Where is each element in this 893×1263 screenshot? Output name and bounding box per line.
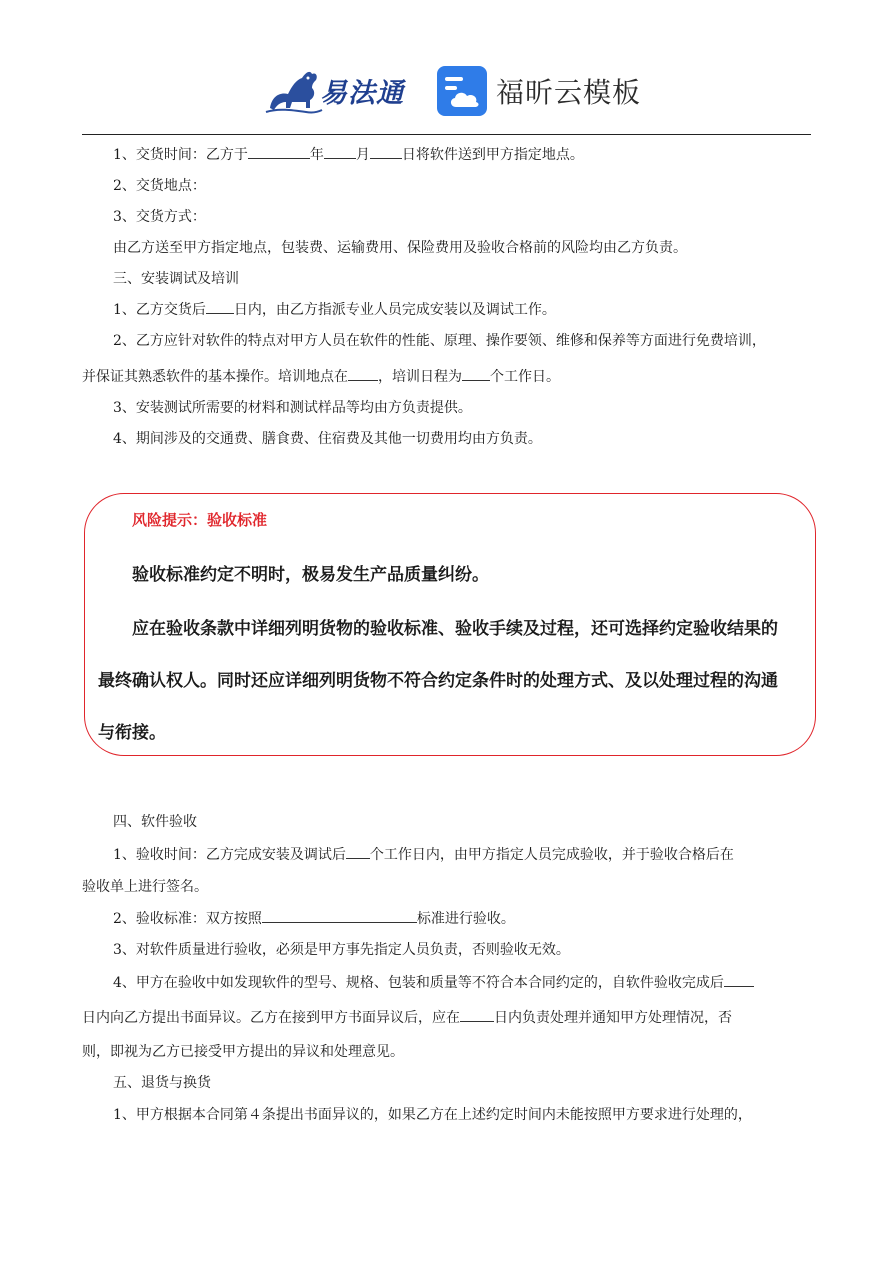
blank-standard [262, 908, 417, 923]
install-item-4: 4、期间涉及的交通费、膳食费、住宿费及其他一切费用均由方负责。 [113, 431, 542, 447]
delivery-place-line: 2、交货地点： [113, 178, 206, 194]
risk-warning-para-2-line-1: 应在验收条款中详细列明货物的验收标准、验收手续及过程，还可选择约定验收结果的 [132, 619, 778, 639]
delivery-method-line: 3、交货方式： [113, 209, 206, 225]
install-item-2-line1: 2、乙方应针对软件的特点对甲方人员在软件的性能、原理、操作要领、维修和保养等方面进行免费培训， [113, 333, 766, 349]
text: 1、交货时间：乙方于 [113, 147, 248, 163]
risk-warning-title: 风险提示：验收标准 [132, 511, 268, 529]
return-item-1: 1、甲方根据本合同第４条提出书面异议的，如果乙方在上述约定时间内未能按照甲方要求进行处理的， [113, 1107, 752, 1123]
install-item-1 [82, 295, 848, 326]
install-heading: 三、安装调试及培训 [113, 271, 239, 287]
blank-days [206, 299, 234, 314]
risk-warning-para-2-line-3: 与衔接。 [98, 723, 166, 743]
fuxin-logo-text: 福昕云模板 [496, 76, 642, 109]
text: 月 [355, 147, 370, 163]
blank-handling-days [460, 1007, 494, 1022]
acceptance-item-3: 3、对软件质量进行验收，必须是甲方事先指定人员负责，否则验收无效。 [113, 942, 570, 958]
acceptance-item-4-line2 [82, 1003, 817, 1034]
text: 日内向乙方提出书面异议。乙方在接到甲方书面异议后，应在 [82, 1010, 460, 1026]
text: 1、乙方交货后 [113, 302, 206, 318]
acceptance-item-1-line2: 验收单上进行签名。 [82, 879, 208, 895]
text: 2、验收标准：双方按照 [113, 911, 262, 927]
acceptance-item-4-line1 [82, 968, 848, 999]
qilin-logo-icon [262, 64, 324, 116]
yifatong-logo [262, 62, 412, 118]
fuxin-logo [436, 64, 641, 118]
delivery-time-line [82, 140, 848, 171]
text: 日将软件送到甲方指定地点。 [401, 147, 584, 163]
risk-warning-para-1: 验收标准约定不明时，极易发生产品质量纠纷。 [132, 565, 489, 585]
acceptance-item-2 [82, 904, 848, 935]
yifatong-logo-text: 易法通 [320, 77, 404, 109]
text: 个工作日。 [490, 369, 560, 385]
fuxin-cloud-icon [436, 65, 488, 117]
return-heading: 五、退货与换货 [113, 1075, 211, 1091]
blank-location [348, 366, 378, 381]
blank-workdays [346, 844, 370, 859]
text: 年 [309, 147, 324, 163]
blank-month [324, 144, 356, 159]
install-item-3: 3、安装测试所需要的材料和测试样品等均由方负责提供。 [113, 400, 472, 416]
page-header [0, 0, 893, 136]
delivery-method-detail: 由乙方送至甲方指定地点，包装费、运输费用、保险费用及验收合格前的风险均由乙方负责。 [113, 240, 687, 256]
blank-year [248, 144, 310, 159]
text: 标准进行验收。 [416, 911, 515, 927]
text: 日内，由乙方指派专业人员完成安装以及调试工作。 [233, 302, 556, 318]
text: 个工作日内，由甲方指定人员完成验收，并于验收合格后在 [369, 847, 734, 863]
install-item-2-line2 [82, 362, 817, 393]
text: 并保证其熟悉软件的基本操作。培训地点在 [82, 369, 348, 385]
acceptance-item-4-line3: 则，即视为乙方已接受甲方提出的异议和处理意见。 [82, 1044, 404, 1060]
acceptance-heading: 四、软件验收 [113, 814, 197, 830]
blank-day [370, 144, 402, 159]
text: 1、验收时间：乙方完成安装及调试后 [113, 847, 346, 863]
text: 4、甲方在验收中如发现软件的型号、规格、包装和质量等不符合本合同约定的，自软件验收完成后 [113, 975, 724, 991]
risk-warning-para-2-line-2: 最终确认权人。同时还应详细列明货物不符合约定条件时的处理方式、及以处理过程的沟通 [98, 671, 778, 691]
blank-schedule [462, 366, 490, 381]
header-divider [82, 134, 811, 135]
text: 日内负责处理并通知甲方处理情况，否 [494, 1010, 732, 1026]
acceptance-item-1-line1 [82, 840, 848, 871]
text: ，培训日程为 [378, 369, 462, 385]
blank-completion-days [724, 972, 754, 987]
